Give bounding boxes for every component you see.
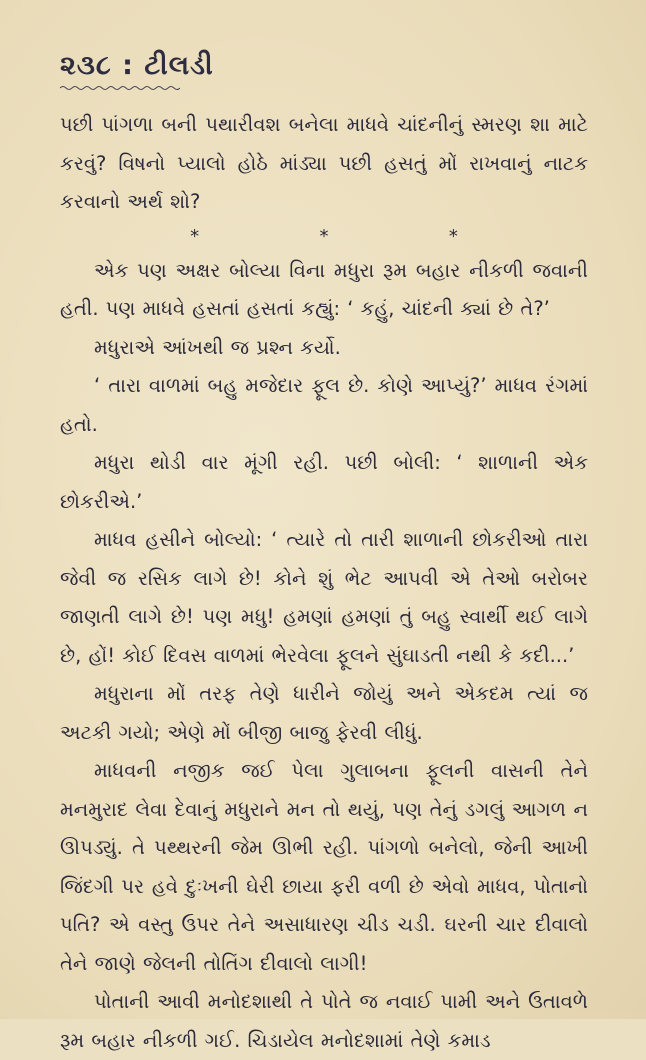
page-header xyxy=(60,50,214,82)
separator-star: * xyxy=(319,225,329,247)
separator-star: * xyxy=(190,225,200,247)
paragraph: મધુરાએ આંખથી જ પ્રશ્ન કર્યો. xyxy=(94,335,341,359)
paragraph: માધવ હસીને બોલ્યો: ‘ ત્યારે તો તારી શાળાની છોકરીઓ તારા જેવી જ રસિક લાગે છે! કોને શું ભેટ આપવી એ તેઓ બરોબર જાણતી લાગે છે! પણ મધુ! હમણાં હમણાં તું બહુ સ્વાર્થી થઈ લાગે છે, હોં! કોઈ દિવસ વાળમાં ભેરવેલા ફૂલને સુંઘાડતી નથી કે કદી...’ xyxy=(60,528,588,667)
section-separator xyxy=(60,222,588,252)
paragraph: માધવની નજીક જઈ પેલા ગુલાબના ફૂલની વાસની તેને મનમુરાદ લેવા દેવાનું મધુરાને મન તો થયું, પણ તેનું ડગલું આગળ ન ઊપડ્યું. તે પથ્થરની જેમ ઊભી રહી. પાંગળો બનેલો, જેની આખી જિંદગી પર હવે દુઃખની ઘેરી છાયા ફરી વળી છે એવો માધવ, પોતાનો પતિ? એ વસ્તુ ઉપર તેને અસાધારણ ચીડ ચડી. ઘરની ચાર દીવાલો તેને જાણે જેલની તોતિંગ દીવાલો લાગી! xyxy=(60,759,588,975)
paragraph: એક પણ અક્ષર બોલ્યા વિના મધુરા રૂમ બહાર નીકળી જવાની હતી. પણ માધવે હસતાં હસતાં કહ્યું: ‘ કહું, ચાંદની ક્યાં છે તે?’ xyxy=(60,258,588,320)
separator-star: * xyxy=(448,225,458,247)
header-separator: : xyxy=(122,50,134,81)
paragraph: મધુરાના મોં તરફ તેણે ધારીને જોયું અને એકદમ ત્યાં જ અટકી ગયો; એણે મોં બીજી બાજુ ફેરવી લીધું. xyxy=(60,682,588,744)
book-title: ટીલડી xyxy=(144,50,214,81)
paragraph: પોતાની આવી મનોદશાથી તે પોતે જ નવાઈ પામી અને ઉતાવળે રૂમ બહાર નીકળી ગઈ. ચિડાયેલ મનોદશામાં તેણે કમાડ xyxy=(60,990,588,1052)
paragraph: પછી પાંગળા બની પથારીવશ બનેલા માધવે ચાંદનીનું સ્મરણ શા માટે કરવું? વિષનો પ્યાલો હોઠે માંડ્યા પછી હસતું મોં રાખવાનું નાટક કરવાનો અર્થ શો? xyxy=(60,113,588,213)
paragraph: ‘ તારા વાળમાં બહુ મજેદાર ફૂલ છે. કોણે આપ્યું?’ માધવ રંગમાં હતો. xyxy=(60,374,588,436)
page-body xyxy=(60,106,588,1060)
page-number: ૨૩૮ xyxy=(60,50,112,81)
header-wavy-rule xyxy=(60,85,180,91)
paragraph: મધુરા થોડી વાર મૂંગી રહી. પછી બોલી: ‘ શાળાની એક છોકરીએ.’ xyxy=(60,451,588,513)
